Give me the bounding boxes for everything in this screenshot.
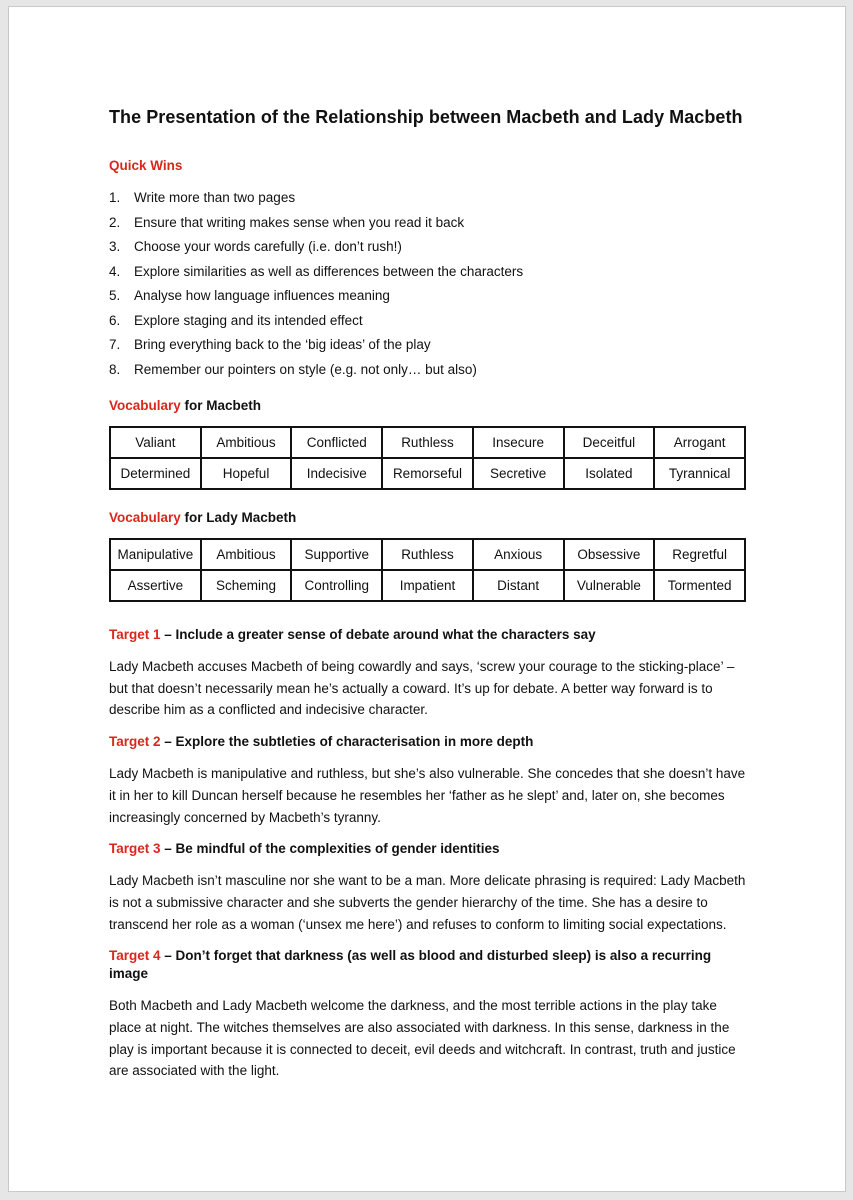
table-cell: Regretful <box>654 539 745 570</box>
list-item: 5. Analyse how language influences meaning <box>109 288 390 303</box>
list-item: 7. Bring everything back to the ‘big ideas’ of the play <box>109 337 431 352</box>
table-cell: Anxious <box>473 539 564 570</box>
table-row <box>110 570 745 601</box>
document-content <box>109 105 749 1082</box>
table-cell: Arrogant <box>654 427 745 458</box>
table-cell: Ruthless <box>382 427 473 458</box>
list-item: 1. Write more than two pages <box>109 190 296 205</box>
table-cell: Obsessive <box>564 539 655 570</box>
quick-wins-list <box>109 189 749 385</box>
target-1-body: Lady Macbeth accuses Macbeth of being cowardly and says, ‘screw your courage to the sticking-place’ – but that doesn’t necessarily mean he’s actually a coward. It’s up for debate. A better way forward is to describe him as a conflicted and indecisive character. <box>109 659 735 718</box>
list-item: 6. Explore staging and its intended effect <box>109 312 363 328</box>
table-cell: Scheming <box>201 570 292 601</box>
target-4-body: Both Macbeth and Lady Macbeth welcome the darkness, and the most terrible actions in the play take place at night. The witches themselves are also associated with darkness. In this sense, darkness in the play is important because it is connected to deceit, evil deeds and witchcraft. In contrast, truth and justice are associated with the light. <box>109 998 736 1079</box>
target-3-body: Lady Macbeth isn’t masculine nor she want to be a man. More delicate phrasing is required: Lady Macbeth is not a submissive character and she subverts the gender hierarchy of the time. She has a desire to transcend her role as a woman (‘unsex me here’) and refuses to conform to limiting social expectations. <box>109 873 746 932</box>
table-row <box>110 427 745 458</box>
table-cell: Isolated <box>564 458 655 489</box>
table-cell: Determined <box>110 458 201 489</box>
list-item: 2. Ensure that writing makes sense when you read it back <box>109 214 465 230</box>
table-cell: Remorseful <box>382 458 473 489</box>
table-row <box>110 539 745 570</box>
table-cell: Indecisive <box>291 458 382 489</box>
target-2-body: Lady Macbeth is manipulative and ruthless, but she’s also vulnerable. She concedes that she doesn’t have it in her to kill Duncan herself because he resembles her ‘father as he slept’ and, later on, she becomes increasingly concerned by Macbeth’s tyranny. <box>109 766 746 825</box>
table-cell: Controlling <box>291 570 382 601</box>
table-cell: Conflicted <box>291 427 382 458</box>
table-cell: Valiant <box>110 427 201 458</box>
target-1-heading: Target 1 – Include a greater sense of debate around what the characters say <box>109 627 596 642</box>
table-cell: Assertive <box>110 570 201 601</box>
table-cell: Distant <box>473 570 564 601</box>
list-item: 4. Explore similarities as well as differences between the characters <box>109 263 524 279</box>
list-item: 8. Remember our pointers on style (e.g. not only… but also) <box>109 361 477 377</box>
page-title: The Presentation of the Relationship between Macbeth and Lady Macbeth <box>109 107 743 127</box>
quick-wins-heading: Quick Wins <box>109 158 183 173</box>
table-cell: Deceitful <box>564 427 655 458</box>
table-row <box>110 458 745 489</box>
table-cell: Secretive <box>473 458 564 489</box>
vocab-macbeth-table <box>109 426 746 490</box>
target-3-heading: Target 3 – Be mindful of the complexities of gender identities <box>109 841 500 857</box>
table-cell: Manipulative <box>110 539 201 570</box>
list-item: 3. Choose your words carefully (i.e. don’t rush!) <box>109 239 402 254</box>
vocab-lady-macbeth-heading: Vocabulary for Lady Macbeth <box>109 510 297 525</box>
table-cell: Supportive <box>291 539 382 570</box>
table-cell: Vulnerable <box>564 570 655 601</box>
table-cell: Impatient <box>382 570 473 601</box>
vocab-macbeth-heading: Vocabulary for Macbeth <box>109 398 262 413</box>
table-cell: Ambitious <box>201 427 292 458</box>
table-cell: Tyrannical <box>654 458 745 489</box>
table-cell: Ruthless <box>382 539 473 570</box>
target-2-heading: Target 2 – Explore the subtleties of characterisation in more depth <box>109 734 534 750</box>
table-cell: Hopeful <box>201 458 292 489</box>
table-cell: Ambitious <box>201 539 292 570</box>
table-cell: Tormented <box>654 570 745 601</box>
document-page <box>8 6 846 1192</box>
target-4-heading: Target 4 – Don’t forget that darkness (as well as blood and disturbed sleep) is also a recurring image <box>109 948 712 982</box>
table-cell: Insecure <box>473 427 564 458</box>
vocab-lady-macbeth-table <box>109 538 746 602</box>
